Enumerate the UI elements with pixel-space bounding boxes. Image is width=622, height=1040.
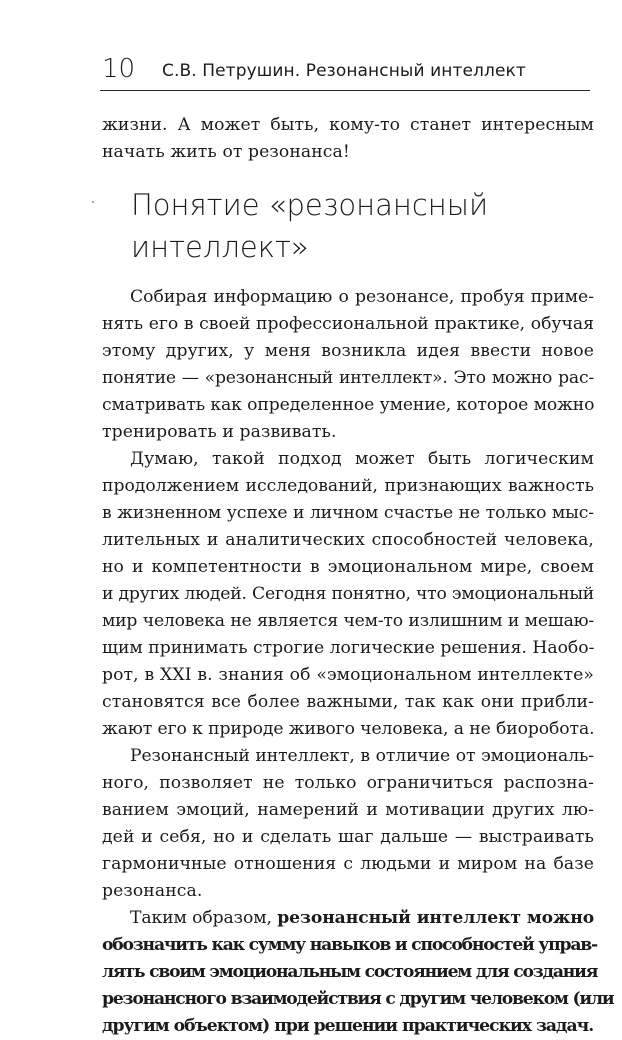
text-line: нять его в своей профессиональной практике, обучая [102, 314, 594, 334]
text-line: тренировать и развивать. [102, 422, 337, 442]
text-line: рот, в XXI в. знания об «эмоциональном интеллекте» [102, 665, 594, 685]
speck-mark [92, 201, 94, 203]
text-line [102, 905, 594, 932]
text-line: резонанса. [102, 881, 203, 901]
running-title: С.В. Петрушин. Резонансный интеллект [162, 61, 526, 81]
text-line: понятие — «резонансный интеллект». Это можно рас- [102, 368, 594, 388]
paragraph-2 [102, 446, 594, 743]
text-line: щим принимать строгие логические решения. Наобо- [102, 638, 595, 658]
paragraph-1 [102, 284, 594, 446]
text-line: становятся все более важными, так как они прибли- [102, 692, 594, 712]
text-line: другим объектом) при решении практических задач. [102, 1016, 594, 1036]
text-line: в жизненном успехе и личном счастье не только мыс- [102, 503, 594, 523]
heading-line: Понятие «резонансный [131, 188, 489, 222]
text-line: Думаю, такой подход может быть логическим [130, 449, 594, 469]
text-line: Резонансный интеллект, в отличие от эмоциональ- [130, 746, 594, 766]
text-line: ного, позволяет не только ограничиться распозна- [102, 773, 594, 793]
text-line: мир человека не является чем-то излишним и мешаю- [102, 611, 594, 631]
section-heading [131, 184, 488, 268]
text-line: этому других, у меня возникла идея ввести новое [102, 341, 594, 361]
text-line: но и компетентности в эмоциональном мире, своем [102, 557, 594, 577]
page-number: 10 [102, 54, 136, 84]
text-line: обозначить как сумму навыков и способностей управ- [102, 935, 597, 955]
term-emphasis: резонансный интеллект можно [277, 908, 595, 928]
text-line: гармоничные отношения с людьми и миром на базе [102, 854, 594, 874]
text-line: дей и себя, но и сделать шаг дальше — выстраивать [102, 827, 594, 847]
text-line: ванием эмоций, намерений и мотивации других лю- [102, 800, 594, 820]
heading-line: интеллект» [131, 230, 309, 264]
text-line: продолжением исследований, признающих важность [102, 476, 594, 496]
text-line: жизни. А может быть, кому-то станет интересным [102, 115, 594, 135]
text-line: лять своим эмоциональным состоянием для создания [102, 962, 598, 982]
text-line: резонансного взаимодействия с другим человеком (или [102, 989, 614, 1009]
text-line: жают его к природе живого человека, а не биоробота. [102, 719, 595, 739]
intro-text [102, 112, 594, 166]
text-line: сматривать как определенное умение, которое можно [102, 395, 595, 415]
text-line: Собирая информацию о резонансе, пробуя приме- [130, 287, 594, 307]
running-header [100, 54, 590, 91]
text-lead: Таким образом, [130, 908, 278, 928]
paragraph-3 [102, 743, 594, 905]
text-line: лительных и аналитических способностей человека, [102, 530, 594, 550]
text-line: начать жить от резонанса! [102, 142, 350, 162]
paragraph-4 [102, 905, 614, 1040]
text-line: и других людей. Сегодня понятно, что эмоциональный [102, 584, 595, 604]
